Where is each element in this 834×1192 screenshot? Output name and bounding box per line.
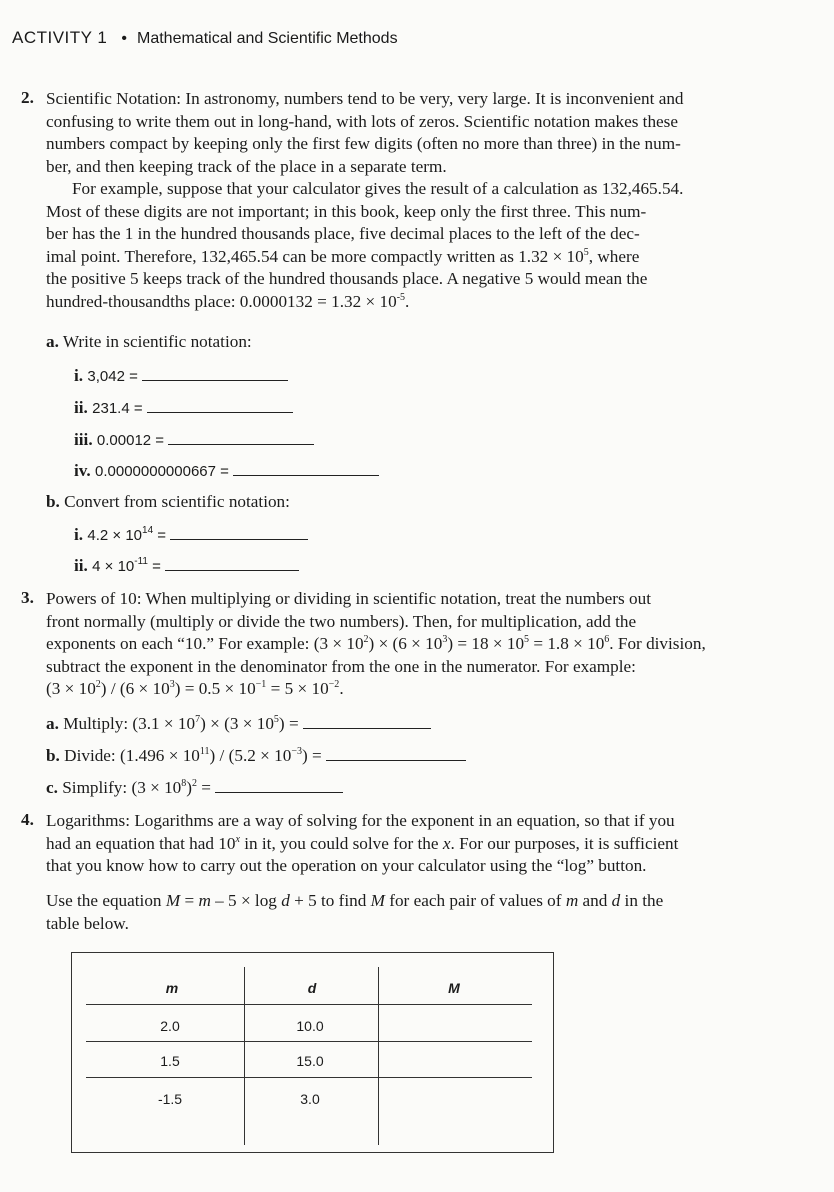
- text-line: confusing to write them out in long-hand, with lots of zeros. Scientific notation makes these: [46, 111, 678, 131]
- q2-paragraph-2: [46, 178, 683, 314]
- q2b-label: b.: [46, 492, 60, 511]
- q3-paragraph: [46, 588, 706, 701]
- row-rule: [86, 1077, 532, 1078]
- q2a-item-iv: iv. 0.0000000000667 =: [74, 461, 379, 481]
- answer-blank[interactable]: [168, 430, 314, 445]
- q3-number: 3.: [21, 588, 34, 607]
- text-line: hundred-thousandths place: $0.0000132 = 1.32 \times 10^{-5}$.: [46, 291, 410, 311]
- table-cell: 2.0: [160, 1018, 180, 1034]
- text-line: Most of these digits are not important; in this book, keep only the first three. This num-: [46, 201, 647, 221]
- activity-subtitle: Mathematical and Scientific Methods: [137, 30, 398, 47]
- text-line: that you know how to carry out the operation on your calculator using the “log” button.: [46, 856, 647, 876]
- text-line: ber has the 1 in the hundred thousands place, five decimal places to the left of the dec-: [46, 224, 640, 244]
- column-header-d: d: [307, 980, 317, 996]
- q3b: b. Divide: $(1.496 \times 10^{11}) / (5.2 \times 10^{-3})$ =: [46, 746, 466, 766]
- column-divider: [244, 967, 245, 1145]
- text-line: table below.: [46, 913, 129, 933]
- text-line: ber, and then keeping track of the place in a separate term.: [46, 156, 447, 176]
- text-line: numbers compact by keeping only the first few digits (often no more than three) in the num-: [46, 134, 681, 154]
- q3c: c. Simplify: $(3 \times 10^8)^2$ =: [46, 778, 343, 798]
- text-line: Logarithms: Logarithms are a way of solving for the exponent in an equation, so that if you: [46, 811, 675, 830]
- text-line: exponents on each “10.” For example: $(3 \times 10^2) \times (6 \times 10^3) = 18 \times 10^5 = 1.8 \times 10^6$. For division,: [46, 634, 706, 654]
- q2a-item-i: i. 3,042 =: [74, 366, 288, 386]
- answer-blank[interactable]: [170, 525, 308, 540]
- q3a: a. Multiply: $(3.1 \times 10^7) \times (3 \times 10^5)$ =: [46, 714, 431, 734]
- text-line: Use the equation M = m – 5 × log d + 5 to find M for each pair of values of m and d in the: [46, 891, 664, 910]
- header-bullet: •: [121, 30, 127, 47]
- q2a-item-ii: ii. 231.4 =: [74, 398, 293, 418]
- table-cell: 15.0: [296, 1053, 324, 1069]
- answer-cell[interactable]: [414, 1053, 494, 1071]
- answer-blank[interactable]: [303, 714, 431, 729]
- q2b-item-ii: ii. $4 \times 10^{-11}$ =: [74, 556, 299, 576]
- q2a-label: a.: [46, 332, 59, 351]
- data-table: [71, 952, 554, 1153]
- q4-number: 4.: [21, 810, 34, 829]
- table-cell: 1.5: [160, 1053, 180, 1069]
- table-cell: -1.5: [157, 1091, 183, 1107]
- answer-cell[interactable]: [414, 1091, 494, 1109]
- text-line: Powers of 10: When multiplying or dividing in scientific notation, treat the numbers out: [46, 589, 651, 608]
- header-rule: [86, 1004, 532, 1005]
- table-cell: 10.0: [296, 1018, 324, 1034]
- q2-number: 2.: [21, 88, 34, 107]
- activity-label: ACTIVITY 1: [12, 28, 108, 47]
- answer-blank[interactable]: [215, 778, 343, 793]
- q4-instruction: [46, 890, 663, 935]
- text-line: front normally (multiply or divide the two numbers). Then, for multiplication, add the: [46, 611, 637, 631]
- text-line: Scientific Notation: In astronomy, numbers tend to be very, very large. It is inconvenient and: [46, 89, 684, 108]
- q2-paragraph-1: [46, 88, 684, 178]
- answer-blank[interactable]: [142, 366, 288, 381]
- q2b-text: Convert from scientific notation:: [64, 492, 290, 511]
- text-line: had an equation that had 10$^x$ in it, you could solve for the x. For our purposes, it is sufficient: [46, 833, 679, 853]
- q2a-item-iii: iii. 0.00012 =: [74, 430, 314, 450]
- row-rule: [86, 1041, 532, 1042]
- column-divider: [378, 967, 379, 1145]
- q2b-prompt: [46, 492, 290, 512]
- q4-paragraph: [46, 810, 678, 878]
- q2a-prompt: [46, 332, 252, 352]
- answer-blank[interactable]: [233, 461, 379, 476]
- answer-blank[interactable]: [326, 746, 466, 761]
- column-header-m: m: [165, 980, 179, 996]
- page-header: [12, 28, 398, 48]
- column-header-M: M: [448, 980, 460, 996]
- answer-blank[interactable]: [147, 398, 293, 413]
- table-cell: 3.0: [300, 1091, 320, 1107]
- q2a-text: Write in scientific notation:: [62, 332, 252, 351]
- text-line: $(3 \times 10^2) / (6 \times 10^3) = 0.5 \times 10^{-1} = 5 \times 10^{-2}$.: [46, 679, 344, 699]
- text-line: subtract the exponent in the denominator from the one in the numerator. For example:: [46, 656, 636, 676]
- answer-blank[interactable]: [165, 556, 299, 571]
- text-line: the positive 5 keeps track of the hundred thousands place. A negative 5 would mean the: [46, 269, 648, 289]
- answer-cell[interactable]: [414, 1018, 494, 1036]
- text-line: For example, suppose that your calculator gives the result of a calculation as 132,465.54.: [72, 179, 684, 198]
- q2b-item-i: i. $4.2 \times 10^{14}$ =: [74, 525, 308, 545]
- text-line: imal point. Therefore, 132,465.54 can be more compactly written as $1.32 \times 10^5$, where: [46, 246, 640, 266]
